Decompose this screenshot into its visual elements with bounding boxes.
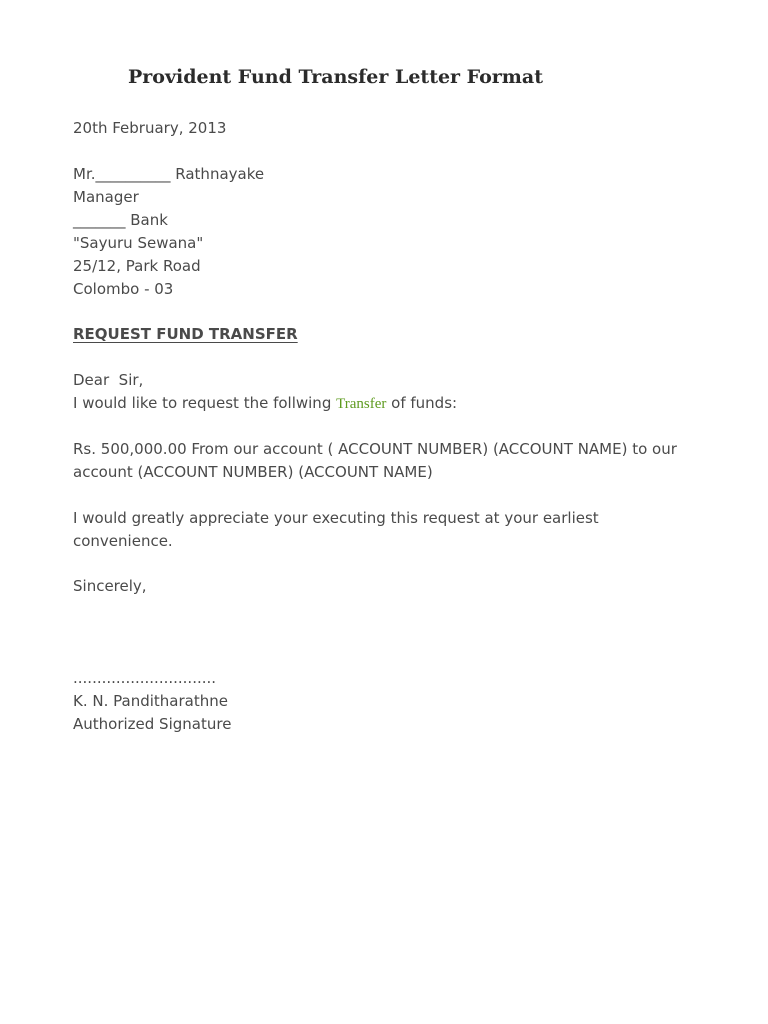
spacer bbox=[73, 140, 703, 163]
request-suffix: of funds: bbox=[386, 393, 458, 412]
salutation: Dear Sir, bbox=[73, 370, 144, 389]
letter-date: 20th February, 2013 bbox=[73, 119, 227, 137]
recipient-address-block bbox=[73, 163, 703, 301]
recipient-building: "Sayuru Sewana" bbox=[73, 233, 204, 252]
transfer-details: Rs. 500,000.00 From our account ( ACCOUNT NUMBER) (ACCOUNT NAME) to our account (ACCOUNT NUMBER) (ACCOUNT NAME) bbox=[73, 440, 677, 481]
spacer bbox=[73, 416, 703, 439]
recipient-city: Colombo - 03 bbox=[73, 279, 174, 298]
signature-space bbox=[73, 598, 703, 667]
recipient-bank: _______ Bank bbox=[73, 210, 168, 229]
request-line bbox=[73, 392, 703, 416]
signatory-title: Authorized Signature bbox=[73, 715, 232, 733]
spacer bbox=[73, 484, 703, 507]
page-title: Provident Fund Transfer Letter Format bbox=[128, 66, 544, 88]
sign-off: Sincerely, bbox=[73, 577, 147, 595]
recipient-street: 25/12, Park Road bbox=[73, 256, 201, 275]
signatory-name: K. N. Panditharathne bbox=[73, 692, 228, 710]
request-prefix: I would like to request the follwing bbox=[73, 393, 337, 412]
recipient-name: Mr.__________ Rathnayake bbox=[73, 164, 265, 183]
signature-line: .............................. bbox=[73, 669, 217, 687]
transfer-highlight: Transfer bbox=[336, 395, 387, 412]
recipient-position: Manager bbox=[73, 187, 139, 206]
spacer bbox=[73, 346, 703, 369]
spacer bbox=[73, 301, 703, 324]
subject-heading: REQUEST FUND TRANSFER bbox=[73, 325, 298, 343]
letter-body bbox=[73, 117, 703, 736]
spacer bbox=[73, 553, 703, 576]
closing-request: I would greatly appreciate your executing this request at your earliest convenience. bbox=[73, 508, 599, 550]
